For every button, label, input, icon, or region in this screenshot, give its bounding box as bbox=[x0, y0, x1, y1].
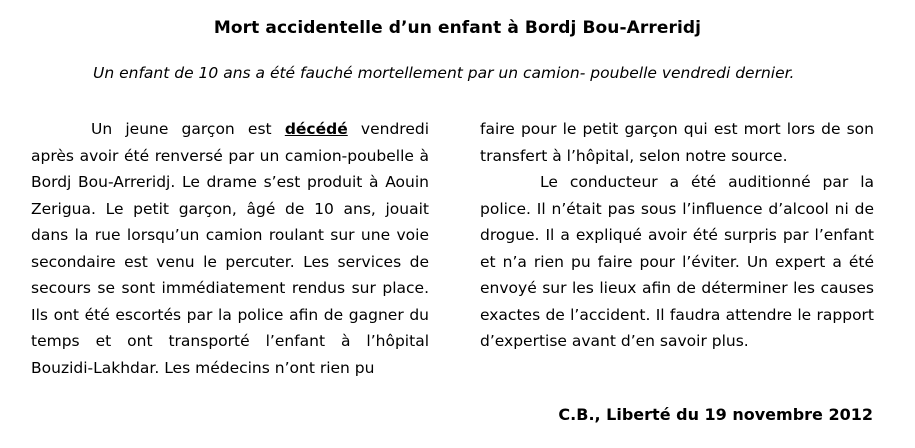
left-column bbox=[31, 116, 429, 381]
paragraph-2: Le conducteur a été auditionné par la police. Il n’était pas sous l’influence d’alcool ni de drogue. Il a expliqué avoir été surpris par l’enfant et n’a rien pu faire pour l’éviter. Un expert a été envoyé sur les lieux afin de déterminer les causes exactes de l’accident. Il faudra attendre le rapport d’expertise avant d’en savoir plus. bbox=[480, 173, 874, 350]
emphasized-word: décédé bbox=[284, 120, 348, 138]
paragraph-1-rest: vendredi après avoir été renversé par un camion-poubelle à Bordj Bou-Arreridj. Le drame s’est produit à Aouin Zerigua. Le petit garçon, âgé de 10 ans, jouait dans la rue lorsqu’un camion roulant sur une voie secondaire est venu le percuter. Les services de secours se sont immédiatement rendus sur place. Ils ont été escortés par la police afin de gagner du temps et ont transporté l’enfant à l’hôpital Bouzidi-Lakhdar. Les médecins n’ont rien pu bbox=[31, 120, 429, 377]
paragraph-1-start: Un jeune garçon est bbox=[91, 120, 285, 138]
paragraph-1 bbox=[31, 116, 429, 381]
right-column bbox=[480, 116, 874, 355]
article-source: C.B., Liberté du 19 novembre 2012 bbox=[558, 405, 873, 424]
article-title: Mort accidentelle d’un enfant à Bordj Bou-Arreridj bbox=[213, 18, 702, 38]
article-lead: Un enfant de 10 ans a été fauché mortellement par un camion- poubelle vendredi dernier. bbox=[93, 64, 795, 82]
paragraph-1-continued: faire pour le petit garçon qui est mort lors de son transfert à l’hôpital, selon notre source. bbox=[480, 120, 874, 165]
